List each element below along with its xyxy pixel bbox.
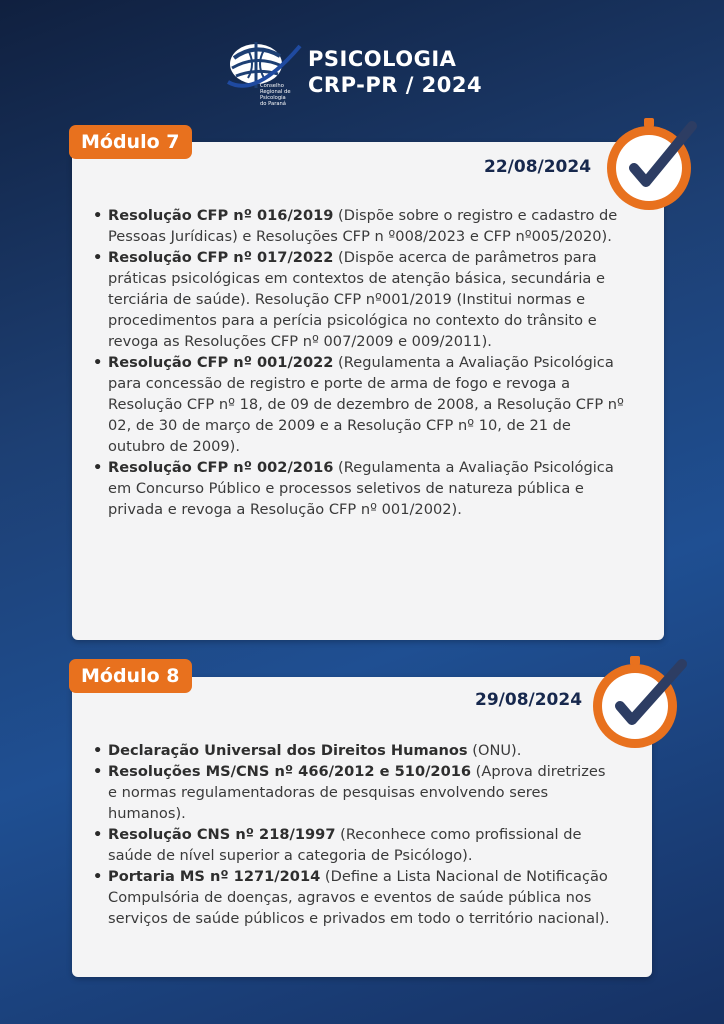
module-8-tag: Módulo 8 xyxy=(69,659,192,693)
check-clock-icon xyxy=(600,116,700,216)
title-line-2: CRP-PR / 2024 xyxy=(308,73,483,97)
list-item: • Resolução CFP nº 001/2022 (Regulamenta a Avaliação Psicológica para concessão de registro e porte de arma de fogo e revoga a Resolução CFP nº 18, de 09 de dezembro de 2008, a Resolução CFP nº 02, de 30 de março de 2009 e a Resolução CFP nº 10, de 21 de outubro de 2009). xyxy=(80,352,628,457)
list-item: • Resolução CNS nº 218/1997 (Reconhece como profissional de saúde de nível superior a categoria de Psicólogo). xyxy=(80,824,610,866)
module-7-list xyxy=(80,205,628,520)
list-item: • Resolução CFP nº 016/2019 (Dispõe sobre o registro e cadastro de Pessoas Jurídicas) e Resoluções CFP n º008/2023 e CFP nº005/2020). xyxy=(80,205,628,247)
page-title xyxy=(308,46,482,98)
module-8-list xyxy=(80,740,610,929)
list-item: • Portaria MS nº 1271/2014 (Define a Lista Nacional de Notificação Compulsória de doenças, agravos e eventos de saúde pública nos serviços de saúde públicos e privados em todo o território nacional). xyxy=(80,866,610,929)
module-7-date: 22/08/2024 xyxy=(484,157,592,177)
logo-caption: Conselho Regional de Psicologia do Paraná xyxy=(260,83,291,107)
module-8-date: 29/08/2024 xyxy=(475,690,583,710)
title-line-1: PSICOLOGIA xyxy=(308,47,457,71)
check-clock-icon xyxy=(586,654,690,754)
list-item: • Resolução CFP nº 017/2022 (Dispõe acerca de parâmetros para práticas psicológicas em contextos de atenção básica, secundária e terciária de saúde). Resolução CFP nº001/2019 (Institui normas e procedimentos para a perícia psicológica no contexto do trânsito e revoga as Resoluções CFP nº 007/2009 e 009/2011). xyxy=(80,247,628,352)
list-item: • Resolução CFP nº 002/2016 (Regulamenta a Avaliação Psicológica em Concurso Público e processos seletivos de natureza pública e privada e revoga a Resolução CFP nº 001/2002). xyxy=(80,457,628,520)
list-item: • Resoluções MS/CNS nº 466/2012 e 510/2016 (Aprova diretrizes e normas regulamentadoras de pesquisas envolvendo seres humanos). xyxy=(80,761,610,824)
header xyxy=(226,38,506,118)
module-7-tag: Módulo 7 xyxy=(69,125,192,159)
list-item: • Declaração Universal dos Direitos Humanos (ONU). xyxy=(80,740,610,761)
